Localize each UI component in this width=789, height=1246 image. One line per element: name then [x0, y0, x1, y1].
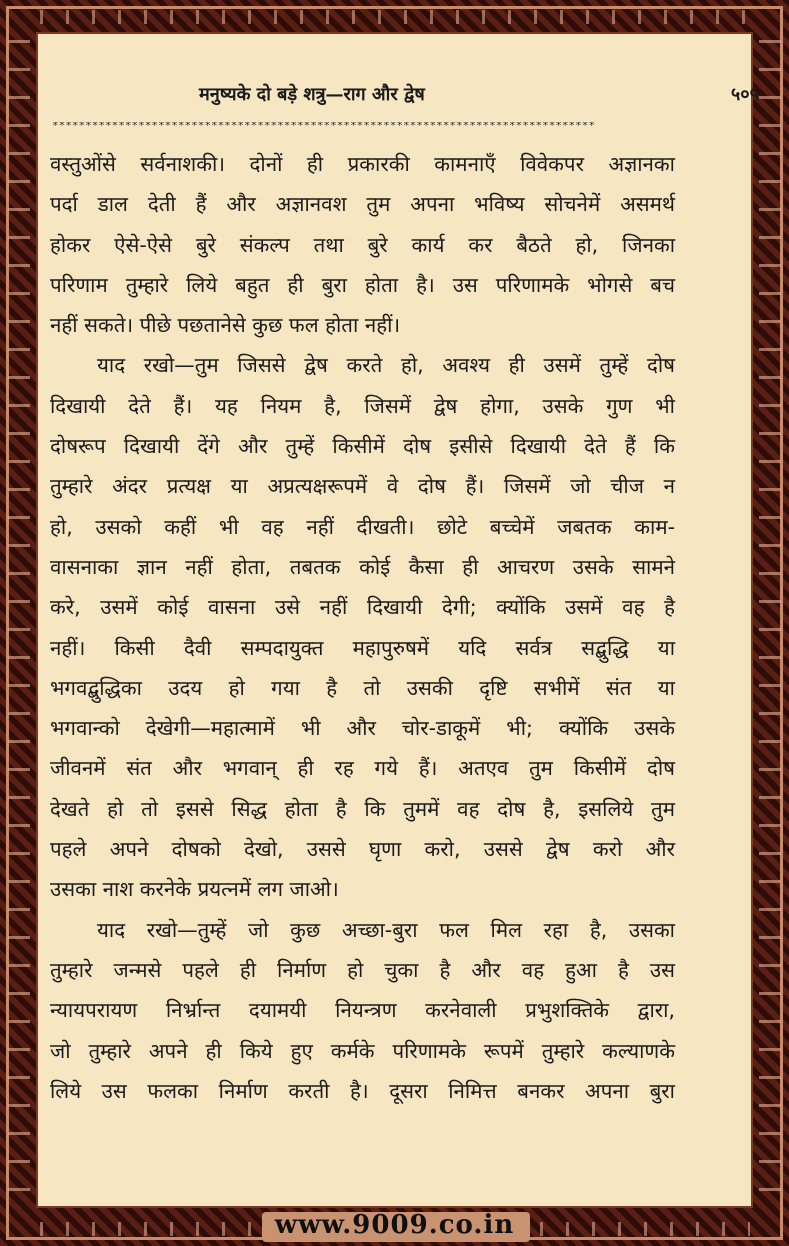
- text-line: भगवद्बुद्धिका उदय हो गया है तो उसकी दृष्टि सभीमें संत या: [50, 675, 675, 700]
- text-line: नहीं सकते। पीछे पछतानेसे कुछ फल होता नहीं।: [50, 313, 401, 338]
- page-header: [0, 82, 789, 112]
- text-line: नहीं। किसी दैवी सम्पदायुक्त महापुरुषमें यदि सर्वत्र सद्बुद्धि या: [50, 635, 675, 660]
- text-line: होकर ऐसे-ऐसे बुरे संकल्प तथा बुरे कार्य कर बैठते हो, जिनका: [50, 232, 675, 257]
- text-line: जो तुम्हारे अपने ही किये हुए कर्मके परिणामके रूपमें तुम्हारे कल्याणके: [50, 1038, 675, 1063]
- left-ornament: [8, 40, 30, 1210]
- text-line: उसका नाश करनेके प्रयत्नमें लग जाओ।: [50, 877, 339, 902]
- text-line: तुम्हारे जन्मसे पहले ही निर्माण हो चुका है और वह हुआ है उस: [50, 957, 675, 982]
- text-line: पहले अपने दोषको देखो, उससे घृणा करो, उससे द्वेष करो और: [50, 837, 675, 862]
- text-line: दिखायी देते हैं। यह नियम है, जिसमें द्वेष होगा, उसके गुण भी: [50, 393, 675, 418]
- text-line: परिणाम तुम्हारे लिये बहुत ही बुरा होता है। उस परिणामके भोगसे बच: [50, 272, 675, 297]
- text-line: हो, उसको कहीं भी वह नहीं दीखती। छोटे बच्चेमें जबतक काम-: [50, 514, 675, 539]
- text-line: तुम्हारे अंदर प्रत्यक्ष या अप्रत्यक्षरूपमें वे दोष हैं। जिसमें जो चीज न: [50, 474, 675, 499]
- text-line: न्यायपरायण निर्भ्रान्त दयामयी नियन्त्रण करनेवाली प्रभुशक्तिके द्वारा,: [50, 998, 675, 1023]
- paragraph-start: याद रखो—तुम्हें जो कुछ अच्छा-बुरा फल मिल रहा है, उसका: [97, 917, 675, 942]
- text-line: देखते हो तो इससे सिद्ध होता है कि तुममें वह दोष है, इसलिये तुम: [50, 796, 675, 821]
- text-line: दोषरूप दिखायी देंगे और तुम्हें किसीमें दोष इसीसे दिखायी देते हैं कि: [50, 434, 675, 459]
- paragraph-start: याद रखो—तुम जिससे द्वेष करते हो, अवश्य ही उसमें तुम्हें दोष: [97, 353, 675, 378]
- text-line: वासनाका ज्ञान नहीं होता, तबतक कोई कैसा ही आचरण उसके सामने: [50, 554, 675, 579]
- text-line: वस्तुओंसे सर्वनाशकी। दोनों ही प्रकारकी कामनाएँ विवेकपर अज्ञानका: [50, 152, 675, 176]
- text-line: भगवान्को देखेगी—महात्मामें भी और चोर-डाकूमें भी; क्योंकि उसके: [50, 716, 675, 741]
- page-number: ५०५: [730, 84, 759, 105]
- top-ornament: [40, 10, 749, 24]
- website-url: www.9009.co.in: [274, 1210, 515, 1240]
- chapter-title: मनुष्यके दो बड़े शत्रु—राग और द्वेष: [199, 84, 425, 105]
- text-line: जीवनमें संत और भगवान् ही रह गये हैं। अतएव तुम किसीमें दोष: [50, 756, 675, 781]
- right-ornament: [759, 40, 781, 1210]
- text-line: पर्दा डाल देती हैं और अज्ञानवश तुम अपना भविष्य सोचनेमें असमर्थ: [50, 192, 675, 217]
- text-line: करे, उसमें कोई वासना उसे नहीं दिखायी देगी; क्योंकि उसमें वह है: [50, 595, 675, 620]
- text-line: लिये उस फलका निर्माण करती है। दूसरा निमित्त बनकर अपना बुरा: [50, 1078, 675, 1103]
- asterisk-divider: **********************************************************************************: [52, 122, 596, 130]
- page-body: [50, 144, 675, 1111]
